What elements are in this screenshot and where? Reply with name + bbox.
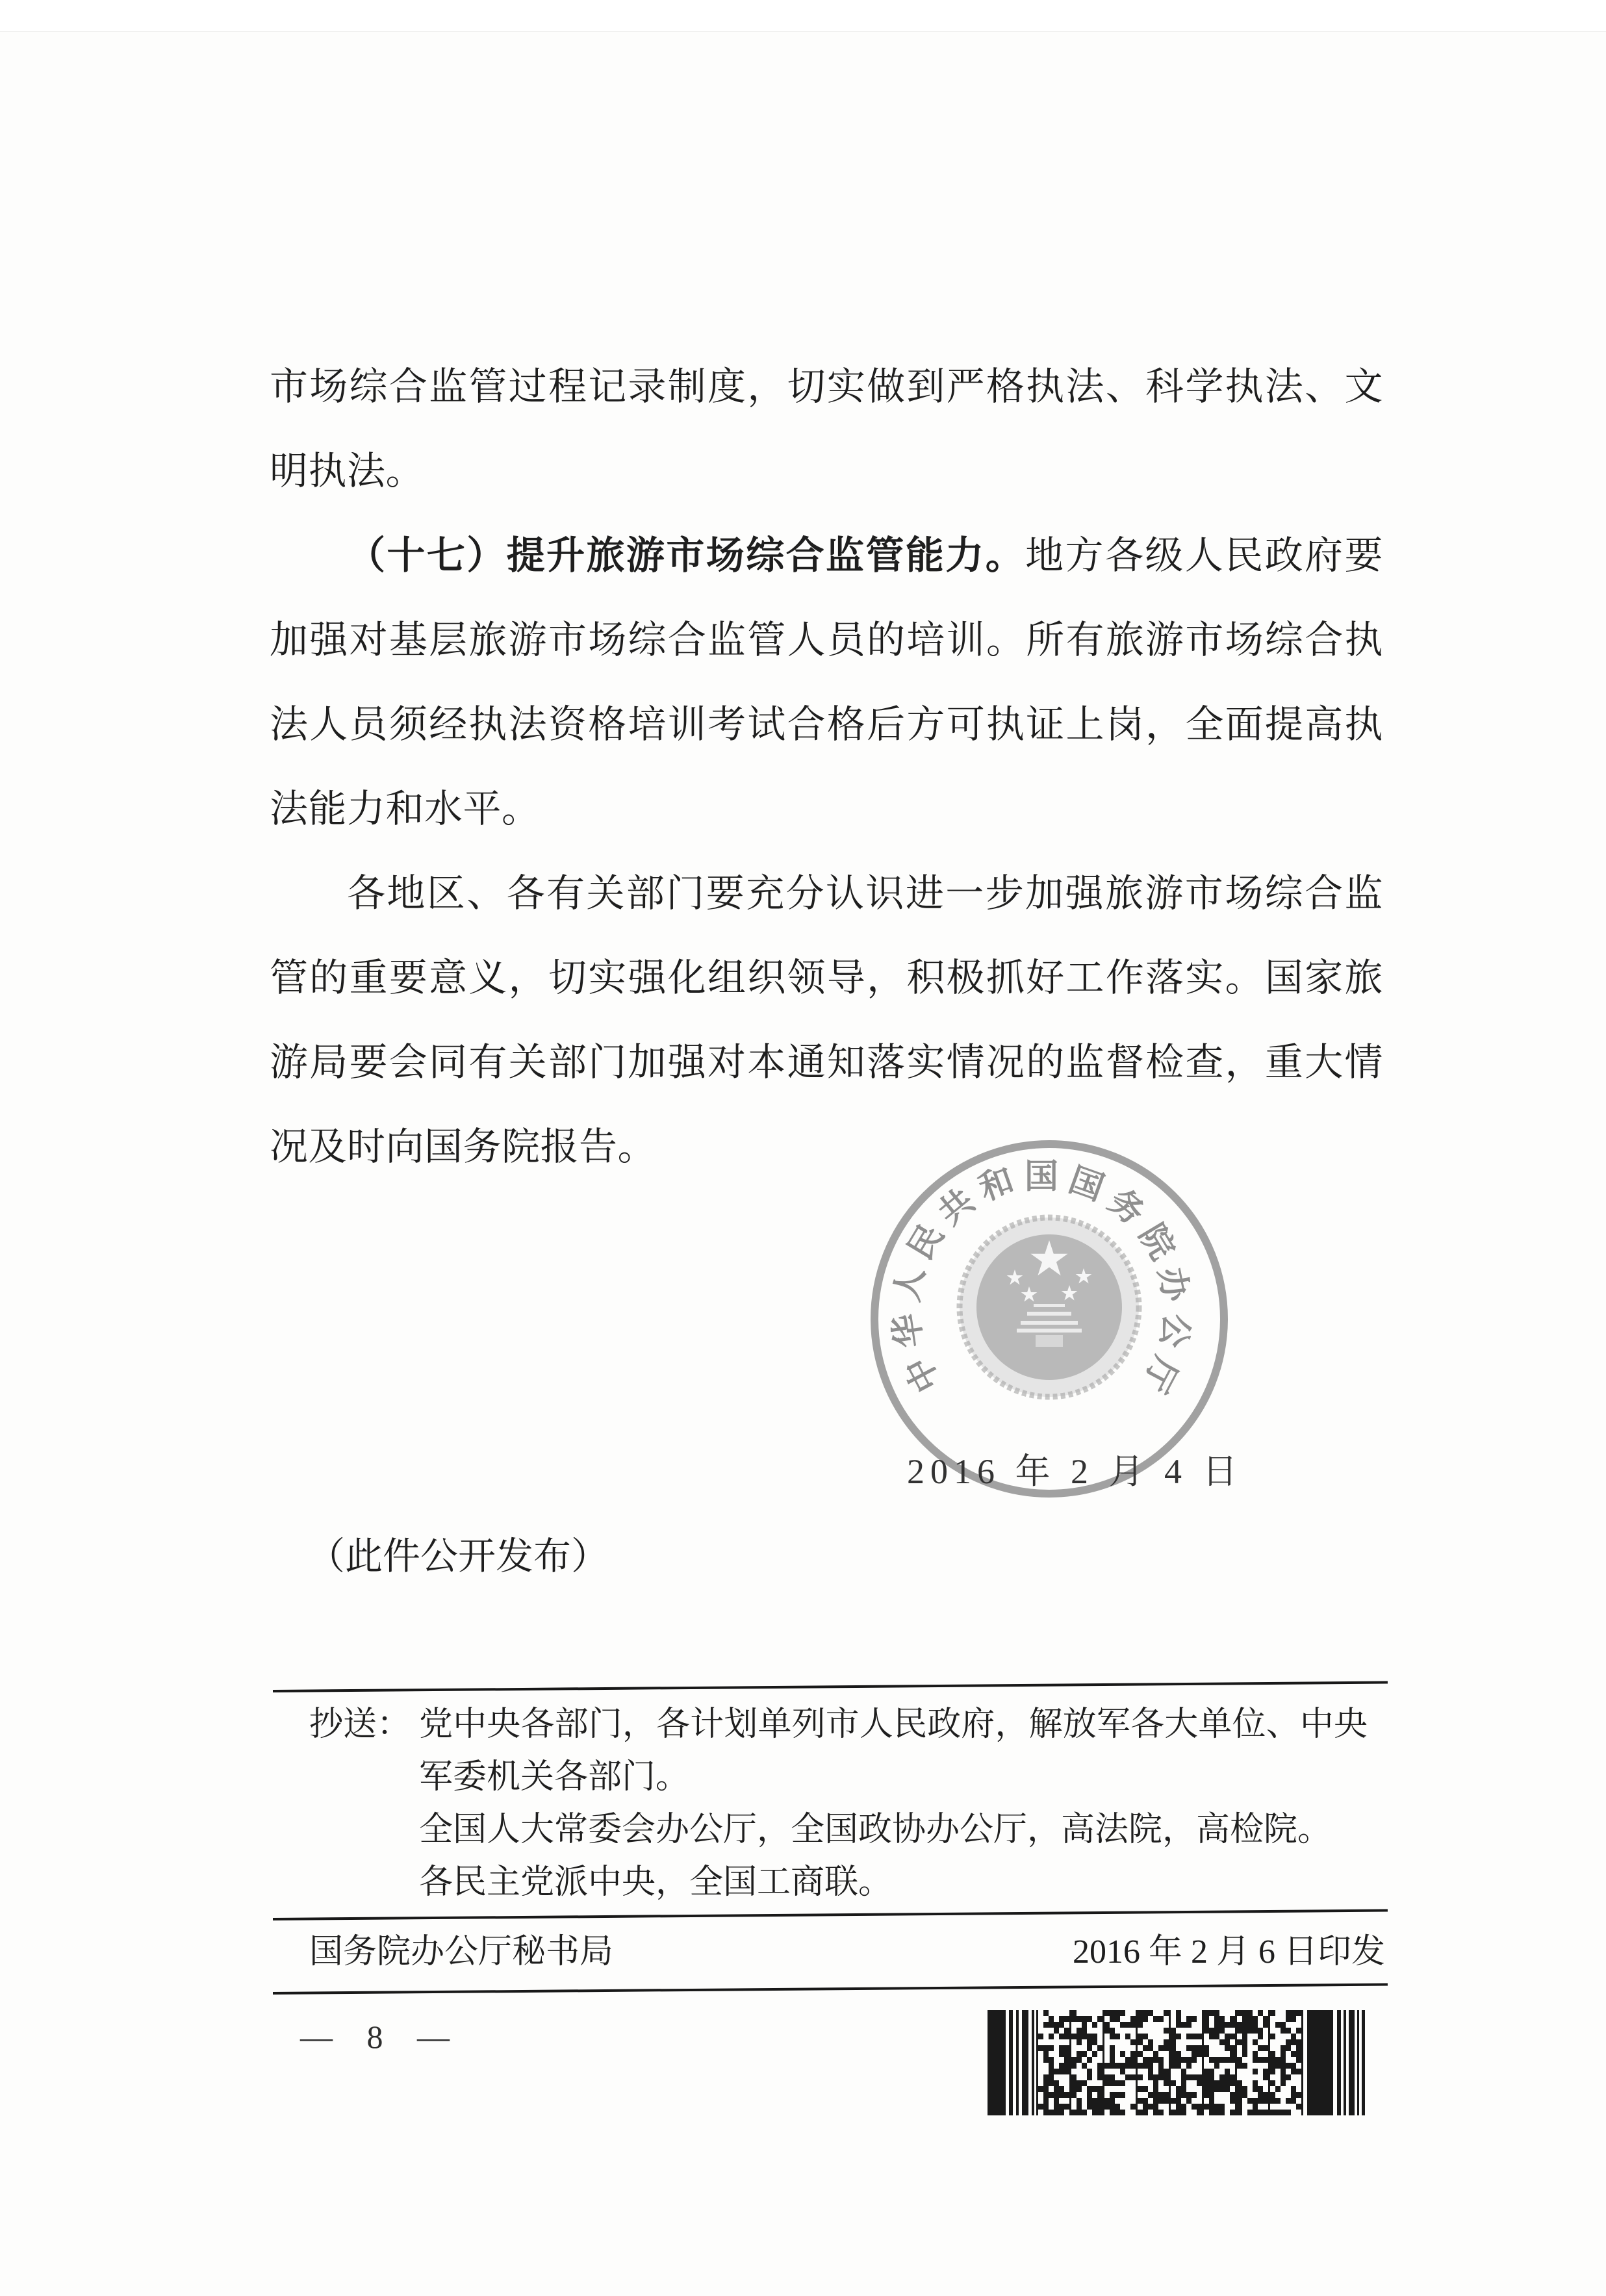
seal-arc-char: 共	[932, 1182, 982, 1233]
paragraph-heading: （十七）提升旅游市场综合监管能力。	[347, 534, 1026, 577]
separator-rule-bottom	[273, 1983, 1388, 1995]
paragraph	[270, 851, 1383, 1189]
distribution-line: 各民主党派中央，全国工商联。	[419, 1864, 893, 1901]
footer-issuer: 国务院办公厅秘书局	[309, 1933, 614, 1971]
public-release-note: （此件公开发布）	[307, 1535, 609, 1577]
barcode	[988, 2010, 1368, 2115]
seal-date: 2016 年 2 月 4 日	[907, 1452, 1243, 1491]
seal-arc-char: 人	[888, 1264, 932, 1305]
seal-arc-char: 民	[902, 1218, 952, 1266]
footer-print-date: 2016 年 2 月 6 日印发	[1072, 1933, 1385, 1971]
separator-rule-middle	[273, 1909, 1388, 1920]
paragraph-text: 市场综合监管过程记录制度，切实做到严格执法、科学执法、文明执法。	[270, 365, 1383, 492]
seal-arc-char: 院	[1131, 1218, 1181, 1266]
paragraph	[270, 513, 1383, 851]
seal-arc-char: 中	[899, 1350, 948, 1398]
paragraph-text: 各地区、各有关部门要充分认识进一步加强旅游市场综合监管的重要意义，切实强化组织领导，积极抓好工作落实。国家旅游局要会同有关部门加强对本通知落实情况的监督检查，重大情况及时向国务院报告。	[270, 872, 1383, 1168]
seal-arc-char: 公	[1153, 1310, 1195, 1350]
distribution-lines	[419, 1698, 1368, 1909]
seal-arc-char: 国	[1024, 1158, 1059, 1196]
separator-rule-top	[273, 1681, 1388, 1692]
distribution-line: 全国人大常委会办公厅，全国政协办公厅，高法院，高检院。	[419, 1811, 1332, 1848]
paragraph-text: 地方各级人民政府要加强对基层旅游市场综合监管人员的培训。所有旅游市场综合执法人员须经执法资格培训考试合格后方可执证上岗，全面提高执法能力和水平。	[270, 534, 1383, 830]
scan-edge	[0, 0, 1606, 32]
distribution-line: 党中央各部门，各计划单列市人民政府，解放军各大单位、中央军委机关各部门。	[419, 1706, 1368, 1796]
distribution-block	[309, 1698, 1388, 1909]
page-number: — 8 —	[300, 2019, 463, 2055]
seal-arc-char: 国	[1064, 1162, 1109, 1208]
seal-arc-char: 华	[888, 1310, 930, 1350]
distribution-label: 抄送：	[309, 1706, 411, 1743]
body-text	[270, 344, 1383, 1189]
seal-arc-char: 厅	[1135, 1350, 1184, 1398]
paragraph	[270, 344, 1383, 513]
seal-arc-char: 办	[1151, 1264, 1195, 1305]
seal-arc-char: 务	[1101, 1182, 1151, 1233]
footer-row	[309, 1932, 1385, 1972]
seal-arc-char: 和	[974, 1162, 1019, 1208]
